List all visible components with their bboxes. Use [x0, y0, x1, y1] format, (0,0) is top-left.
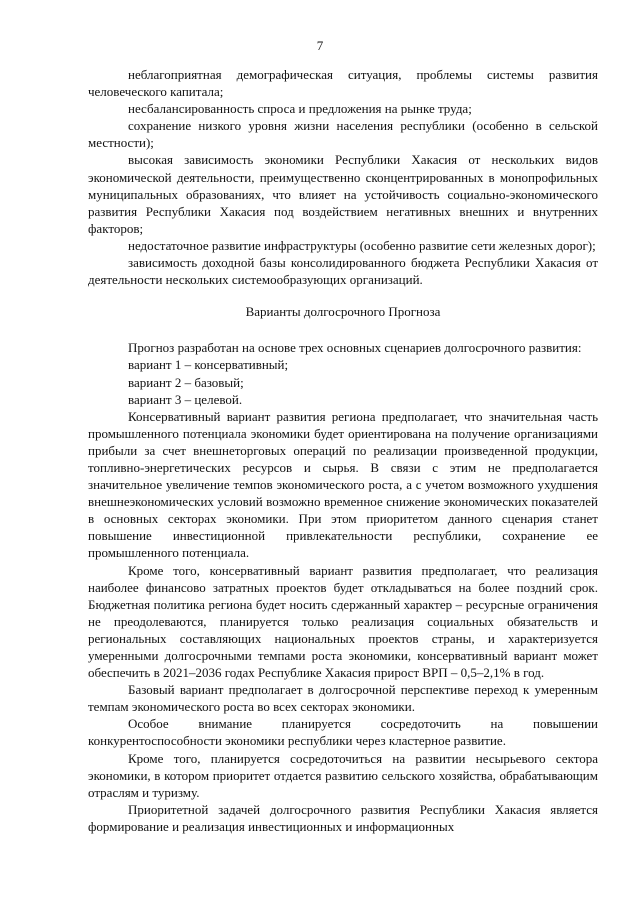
paragraph: Особое внимание планируется сосредоточить на повышении конкурентоспособности экономики республики через кластерное развитие.	[88, 716, 598, 749]
paragraph: неблагоприятная демографическая ситуация, проблемы системы развития человеческого капитала;	[88, 67, 598, 100]
variant-item: вариант 1 – консервативный;	[128, 357, 289, 373]
document-body	[88, 66, 598, 835]
paragraph: Кроме того, планируется сосредоточиться на развитии несырьевого сектора экономики, в котором приоритет отдается развитию сельского хозяйства, обрабатывающим отраслям и туризму.	[88, 750, 598, 800]
variant-item: вариант 2 – базовый;	[128, 374, 244, 390]
intro-paragraph: Прогноз разработан на основе трех основных сценариев долгосрочного развития:	[128, 340, 582, 356]
paragraph: сохранение низкого уровня жизни населения республики (особенно в сельской местности);	[88, 118, 598, 151]
paragraph: недостаточное развитие инфраструктуры (особенно развитие сети железных дорог);	[128, 237, 596, 253]
paragraph: Кроме того, консервативный вариант развития предполагает, что реализация наиболее финансово затратных проектов будет откладываться на более поздний срок. Бюджетная политика региона будет носить сдержанный характер – ресурсные ограничения не преодолеваются, планируется только реализация социальных обязательств и региональных составляющих национальных проектов страны, и характеризуется умеренными долгосрочными темпами роста экономики, консервативный вариант может обеспечить в 2021–2036 годах Республике Хакасия прирост ВРП – 0,5–2,1% в год.	[88, 562, 598, 681]
paragraph: зависимость доходной базы консолидированного бюджета Республики Хакасия от деятельности нескольких системообразующих организаций.	[88, 255, 598, 288]
paragraph: несбалансированность спроса и предложения на рынке труда;	[128, 101, 472, 117]
page-number: 7	[316, 38, 324, 53]
paragraph: высокая зависимость экономики Республики Хакасия от нескольких видов экономической деятельности, преимущественно сконцентрированных в монопрофильных муниципальных образованиях, что влияет на устойчивость социально-экономического развития Республики Хакасия под воздействием негативных внешних и внутренних факторов;	[88, 152, 598, 236]
variant-item: вариант 3 – целевой.	[128, 391, 243, 407]
paragraph: Базовый вариант предполагает в долгосрочной перспективе переход к умеренным темпам экономического роста во всех секторах экономики.	[88, 682, 598, 715]
paragraph: Приоритетной задачей долгосрочного развития Республики Хакасия является формирование и реализация инвестиционных и информационных	[88, 801, 598, 834]
section-heading: Варианты долгосрочного Прогноза	[245, 304, 441, 320]
paragraph: Консервативный вариант развития региона предполагает, что значительная часть промышленного потенциала экономики будет ориентирована на получение организациями прибыли за счет внешнеторговых операций по реализации произведенной продукции, топливно-энергетических ресурсов и сырья. В связи с этим не предполагается значительное увеличение темпов экономического роста, а с учетом возможного ухудшения внешнеэкономических условий возможно временное снижение экономических показателей в основных секторах экономики. При этом приоритетом данного сценария станет повышение инвестиционной привлекательности республики, сохранение ее промышленного потенциала.	[88, 408, 598, 561]
